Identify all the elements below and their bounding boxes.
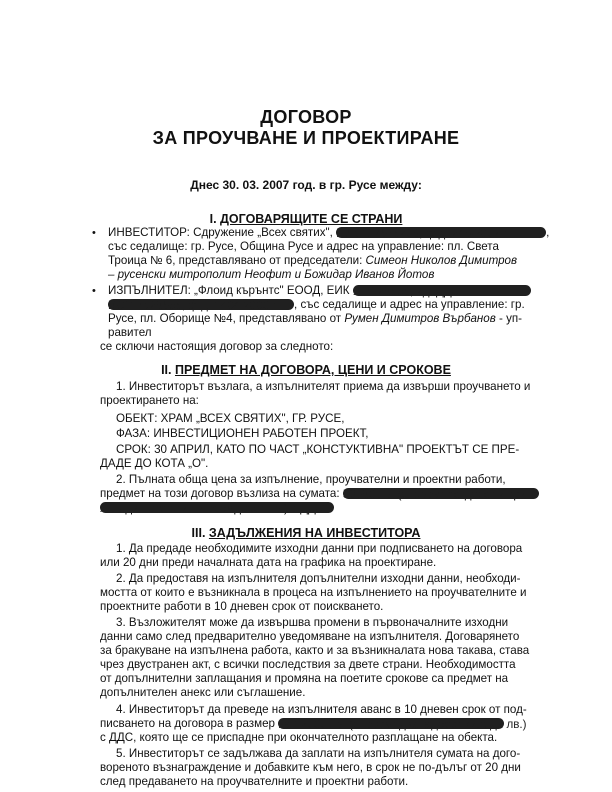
clause-2-1-line-1: 1. Инвеститорът възлага, а изпълнителят приема да извърши проучването и <box>116 380 531 393</box>
contractor-line-3: Русе, пл. Оборище №4, представлявано от Румен Димитров Върбанов - уп- <box>108 312 523 325</box>
clause-3-5-line-2: вореното възнаграждение и добавките към него, в срок не по-дълъг от 20 дни <box>100 761 521 774</box>
phase-line: ФАЗА: ИНВЕСТИЦИОНЕН РАБОТЕН ПРОЕКТ, <box>116 427 369 440</box>
clause-3-4-line-2: писването на договора в размер на 12000 лв. (словом: дванадесет хиляди лв.) <box>100 717 527 732</box>
section-number: II. <box>161 363 175 377</box>
section-heading-1 <box>0 212 612 226</box>
clause-3-4-line-3: с ДДС, която ще се приспадне при окончателното разплащане на обекта. <box>100 731 498 744</box>
section-title: ПРЕДМЕТ НА ДОГОВОРА, ЦЕНИ И СРОКОВЕ <box>174 363 451 377</box>
clause-3-3-line-5: от допълнителни заплащания и промяна на поетите срокове са предмет на <box>100 672 509 685</box>
investor-line-2: със седалище: гр. Русе, Община Русе и адрес на управление: пл. Света <box>108 240 499 253</box>
clause-2-2-line-3 <box>100 501 334 515</box>
redaction-mark: ЕИК 117676206, ф.д. 245/2007 г. <box>336 227 546 238</box>
clause-3-5-line-3: след предаването на проучвателните и проектни работи. <box>100 775 409 788</box>
redaction-mark: хиляди петстотин и осемдесет лв.) с ДДС. <box>100 502 334 513</box>
term-line-1: СРОК: 30 АПРИЛ, КАТО ПО ЧАСТ „КОНСТУКТИВНА" ПРОЕКТЪТ СЕ ПРЕ- <box>116 443 520 456</box>
investor-line-1: ИНВЕСТИТОР: Сдружение „Всех святих", ЕИК 117676206, ф.д. 245/2007 г. , <box>108 226 550 241</box>
section-heading-3 <box>0 526 612 540</box>
date-place-line: Днес 30. 03. 2007 год. в гр. Русе между: <box>190 178 422 192</box>
redaction-mark: BG117528666, ф.д. 1404/2000 г. <box>108 299 294 310</box>
object-line: ОБЕКТ: ХРАМ „ВСЕХ СВЯТИХ", ГР. РУСЕ, <box>116 412 345 425</box>
redaction-mark: 53580 лв. (словом: петдесет и три <box>343 488 539 499</box>
clause-3-1-line-1: 1. Да предаде необходимите изходни данни при подписването на договора <box>116 542 523 555</box>
document-subtitle: ЗА ПРОУЧВАНЕ И ПРОЕКТИРАНЕ <box>152 128 460 148</box>
clause-2-2-line-1: 2. Пълната обща цена за изпълнение, проучвателни и проектни работи, <box>116 473 506 486</box>
contractor-line-1: ИЗПЪЛНИТЕЛ: „Флоид кърънтс" ЕООД, ЕИК 117528666, ид. ДДС <box>108 284 531 298</box>
bullet-icon: • <box>92 227 96 239</box>
section-title: ЗАДЪЛЖЕНИЯ НА ИНВЕСТИТОРА <box>208 526 421 540</box>
clause-2-2-line-2: предмет на този договор възлиза на сумата: 53580 лв. (словом: петдесет и три <box>100 487 539 501</box>
redaction-mark: на 12000 лв. (словом: дванадесет хиляди лв.) <box>278 718 527 732</box>
clause-3-2-line-1: 2. Да предоставя на изпълнителя допълнителни изходни данни, необходи- <box>116 572 521 585</box>
clause-3-3-line-3: за бракуване на изпълнена работа, както и за възникналата нова такава, става <box>100 644 530 657</box>
clause-3-3-line-6: допълнителен анекс или съглашение. <box>100 686 306 699</box>
clause-3-3-line-2: данни само след предварително уведомяване на изпълнителя. Договарянето <box>100 630 520 643</box>
section-number: I. <box>209 212 221 226</box>
concluded-line: се сключи настоящия договор за следното: <box>100 340 334 353</box>
section-title: ДОГОВАРЯЩИТЕ СЕ СТРАНИ <box>220 212 403 226</box>
contractor-line-2: BG117528666, ф.д. 1404/2000 г. , със седалище и адрес на управление: гр. <box>108 298 525 313</box>
clause-3-1-line-2: или 20 дни преди началната дата на графика на проектиране. <box>100 556 437 569</box>
contractor-line-4: равител <box>108 326 152 339</box>
clause-3-2-line-2: мостта от които е възникнала в процеса на изпълнението на проучвателните и <box>100 586 527 599</box>
investor-line-4: – русенски митрополит Неофит и Божидар Иванов Йотов <box>108 268 435 281</box>
clause-2-1-line-2: проектирането на: <box>100 394 199 407</box>
redaction-mark: 117528666, ид. ДДС <box>353 285 531 296</box>
bullet-icon: • <box>92 285 96 297</box>
clause-3-2-line-3: проектните работи в 10 дневен срок от поискването. <box>100 600 384 613</box>
section-number: III. <box>191 526 209 540</box>
clause-3-3-line-1: 3. Възложителят може да извършва промени в първоначалните изходни <box>116 616 509 629</box>
clause-3-3-line-4: чрез двустранен акт, с всички последствия за двете страни. Необходимостта <box>100 658 516 671</box>
clause-3-5-line-1: 5. Инвеститорът се задължава да заплати на изпълнителя сумата на дого- <box>116 747 521 760</box>
document-title: ДОГОВОР <box>260 107 352 127</box>
section-heading-2 <box>0 363 612 377</box>
investor-line-3: Троица № 6, представлявано от председатели: Симеон Николов Димитров <box>108 254 518 267</box>
clause-3-4-line-1: 4. Инвеститорът да преведе на изпълнителя аванс в 10 дневен срок от под- <box>116 703 527 716</box>
term-line-2: ДАДЕ ДО КОТА „О". <box>100 457 209 470</box>
